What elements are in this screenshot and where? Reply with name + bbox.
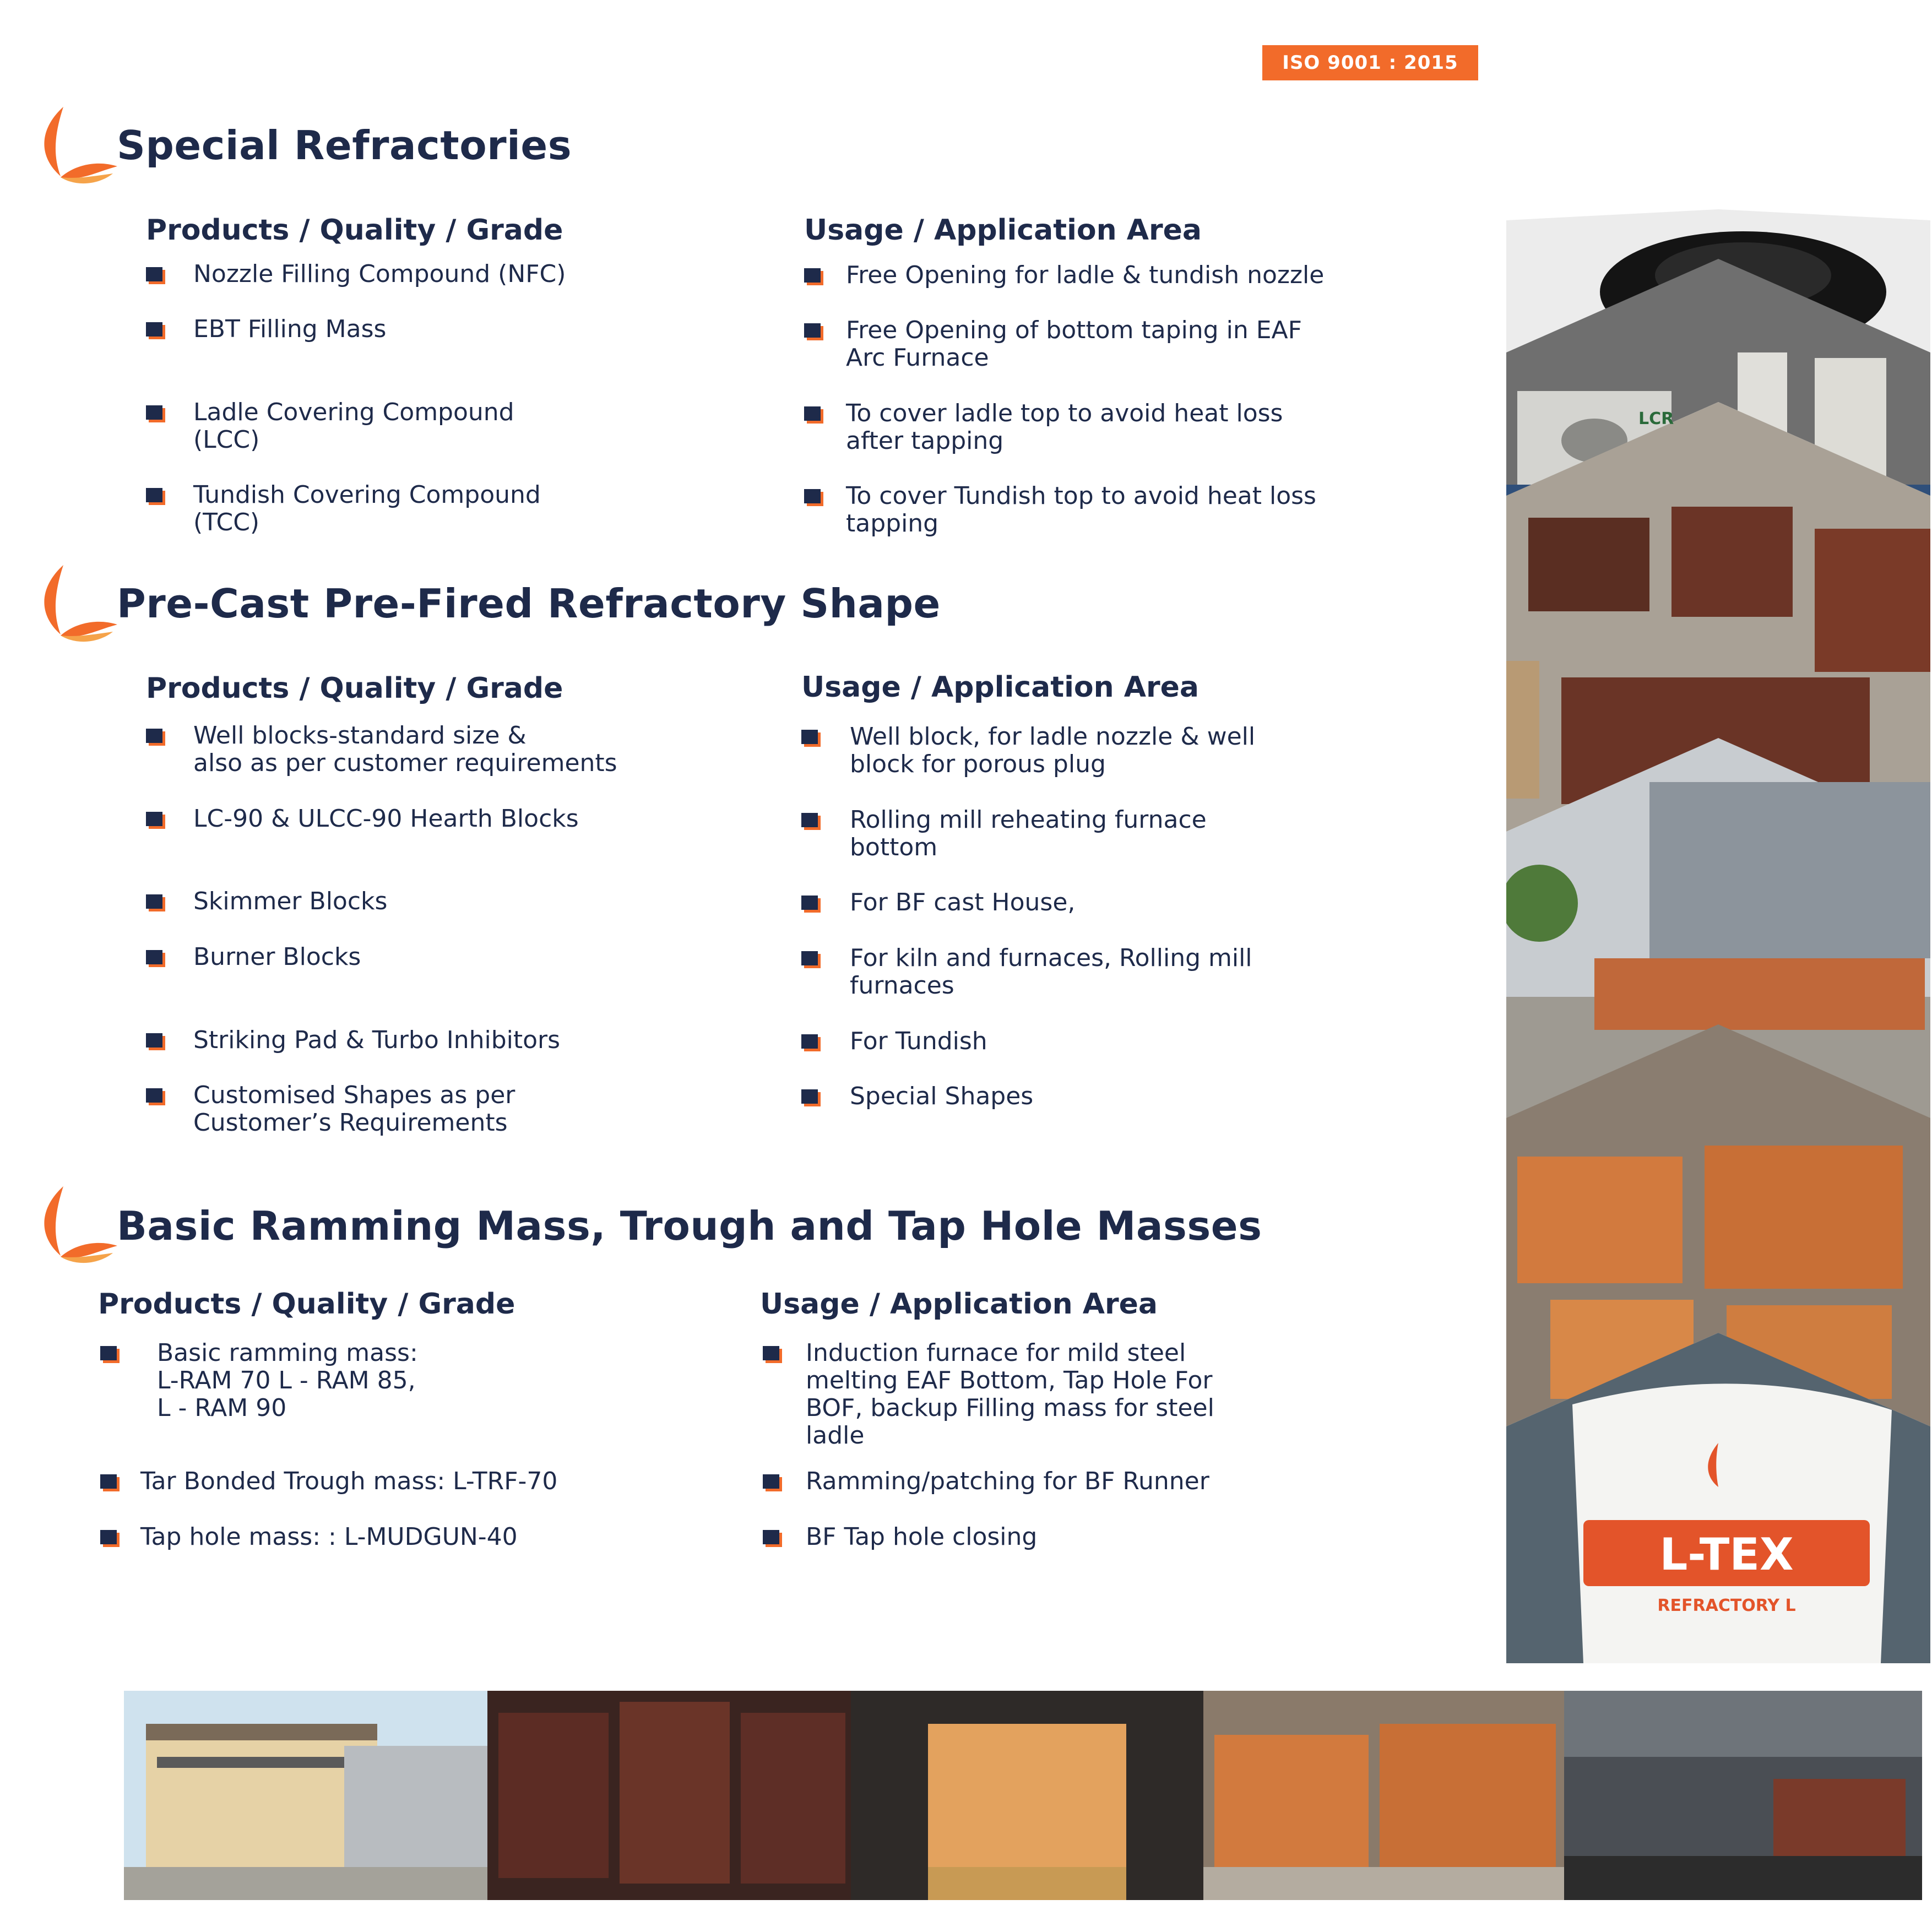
product-photo-strip (1506, 209, 1930, 1702)
block-label: LCR (1638, 409, 1674, 428)
section-title-basic-ramming: Basic Ramming Mass, Trough and Tap Hole Masses (117, 1203, 1262, 1249)
photo-kiln-bricks (851, 1691, 1203, 1900)
company-logo-icon (30, 1184, 118, 1267)
section-title-special-refractories: Special Refractories (117, 122, 572, 169)
photo-brick-stacks (487, 1691, 851, 1900)
usage-heading: Usage / Application Area (804, 214, 1202, 247)
photo-office-building (124, 1691, 487, 1900)
company-logo-icon (30, 563, 118, 645)
usage-heading: Usage / Application Area (760, 1288, 1158, 1321)
photo-factory-interior (1564, 1691, 1922, 1900)
products-heading: Products / Quality / Grade (98, 1288, 515, 1321)
photo-orange-pallets (1203, 1691, 1564, 1900)
usage-heading: Usage / Application Area (801, 671, 1199, 704)
products-heading: Products / Quality / Grade (146, 672, 563, 705)
section-title-precast: Pre-Cast Pre-Fired Refractory Shape (117, 580, 941, 627)
bucket-sub-label: REFRACTORY L (1657, 1596, 1796, 1615)
products-heading: Products / Quality / Grade (146, 214, 563, 247)
iso-badge: ISO 9001 : 2015 (1262, 45, 1478, 80)
bucket-brand-label: L-TEX (1659, 1529, 1794, 1580)
company-logo-icon (30, 105, 118, 187)
